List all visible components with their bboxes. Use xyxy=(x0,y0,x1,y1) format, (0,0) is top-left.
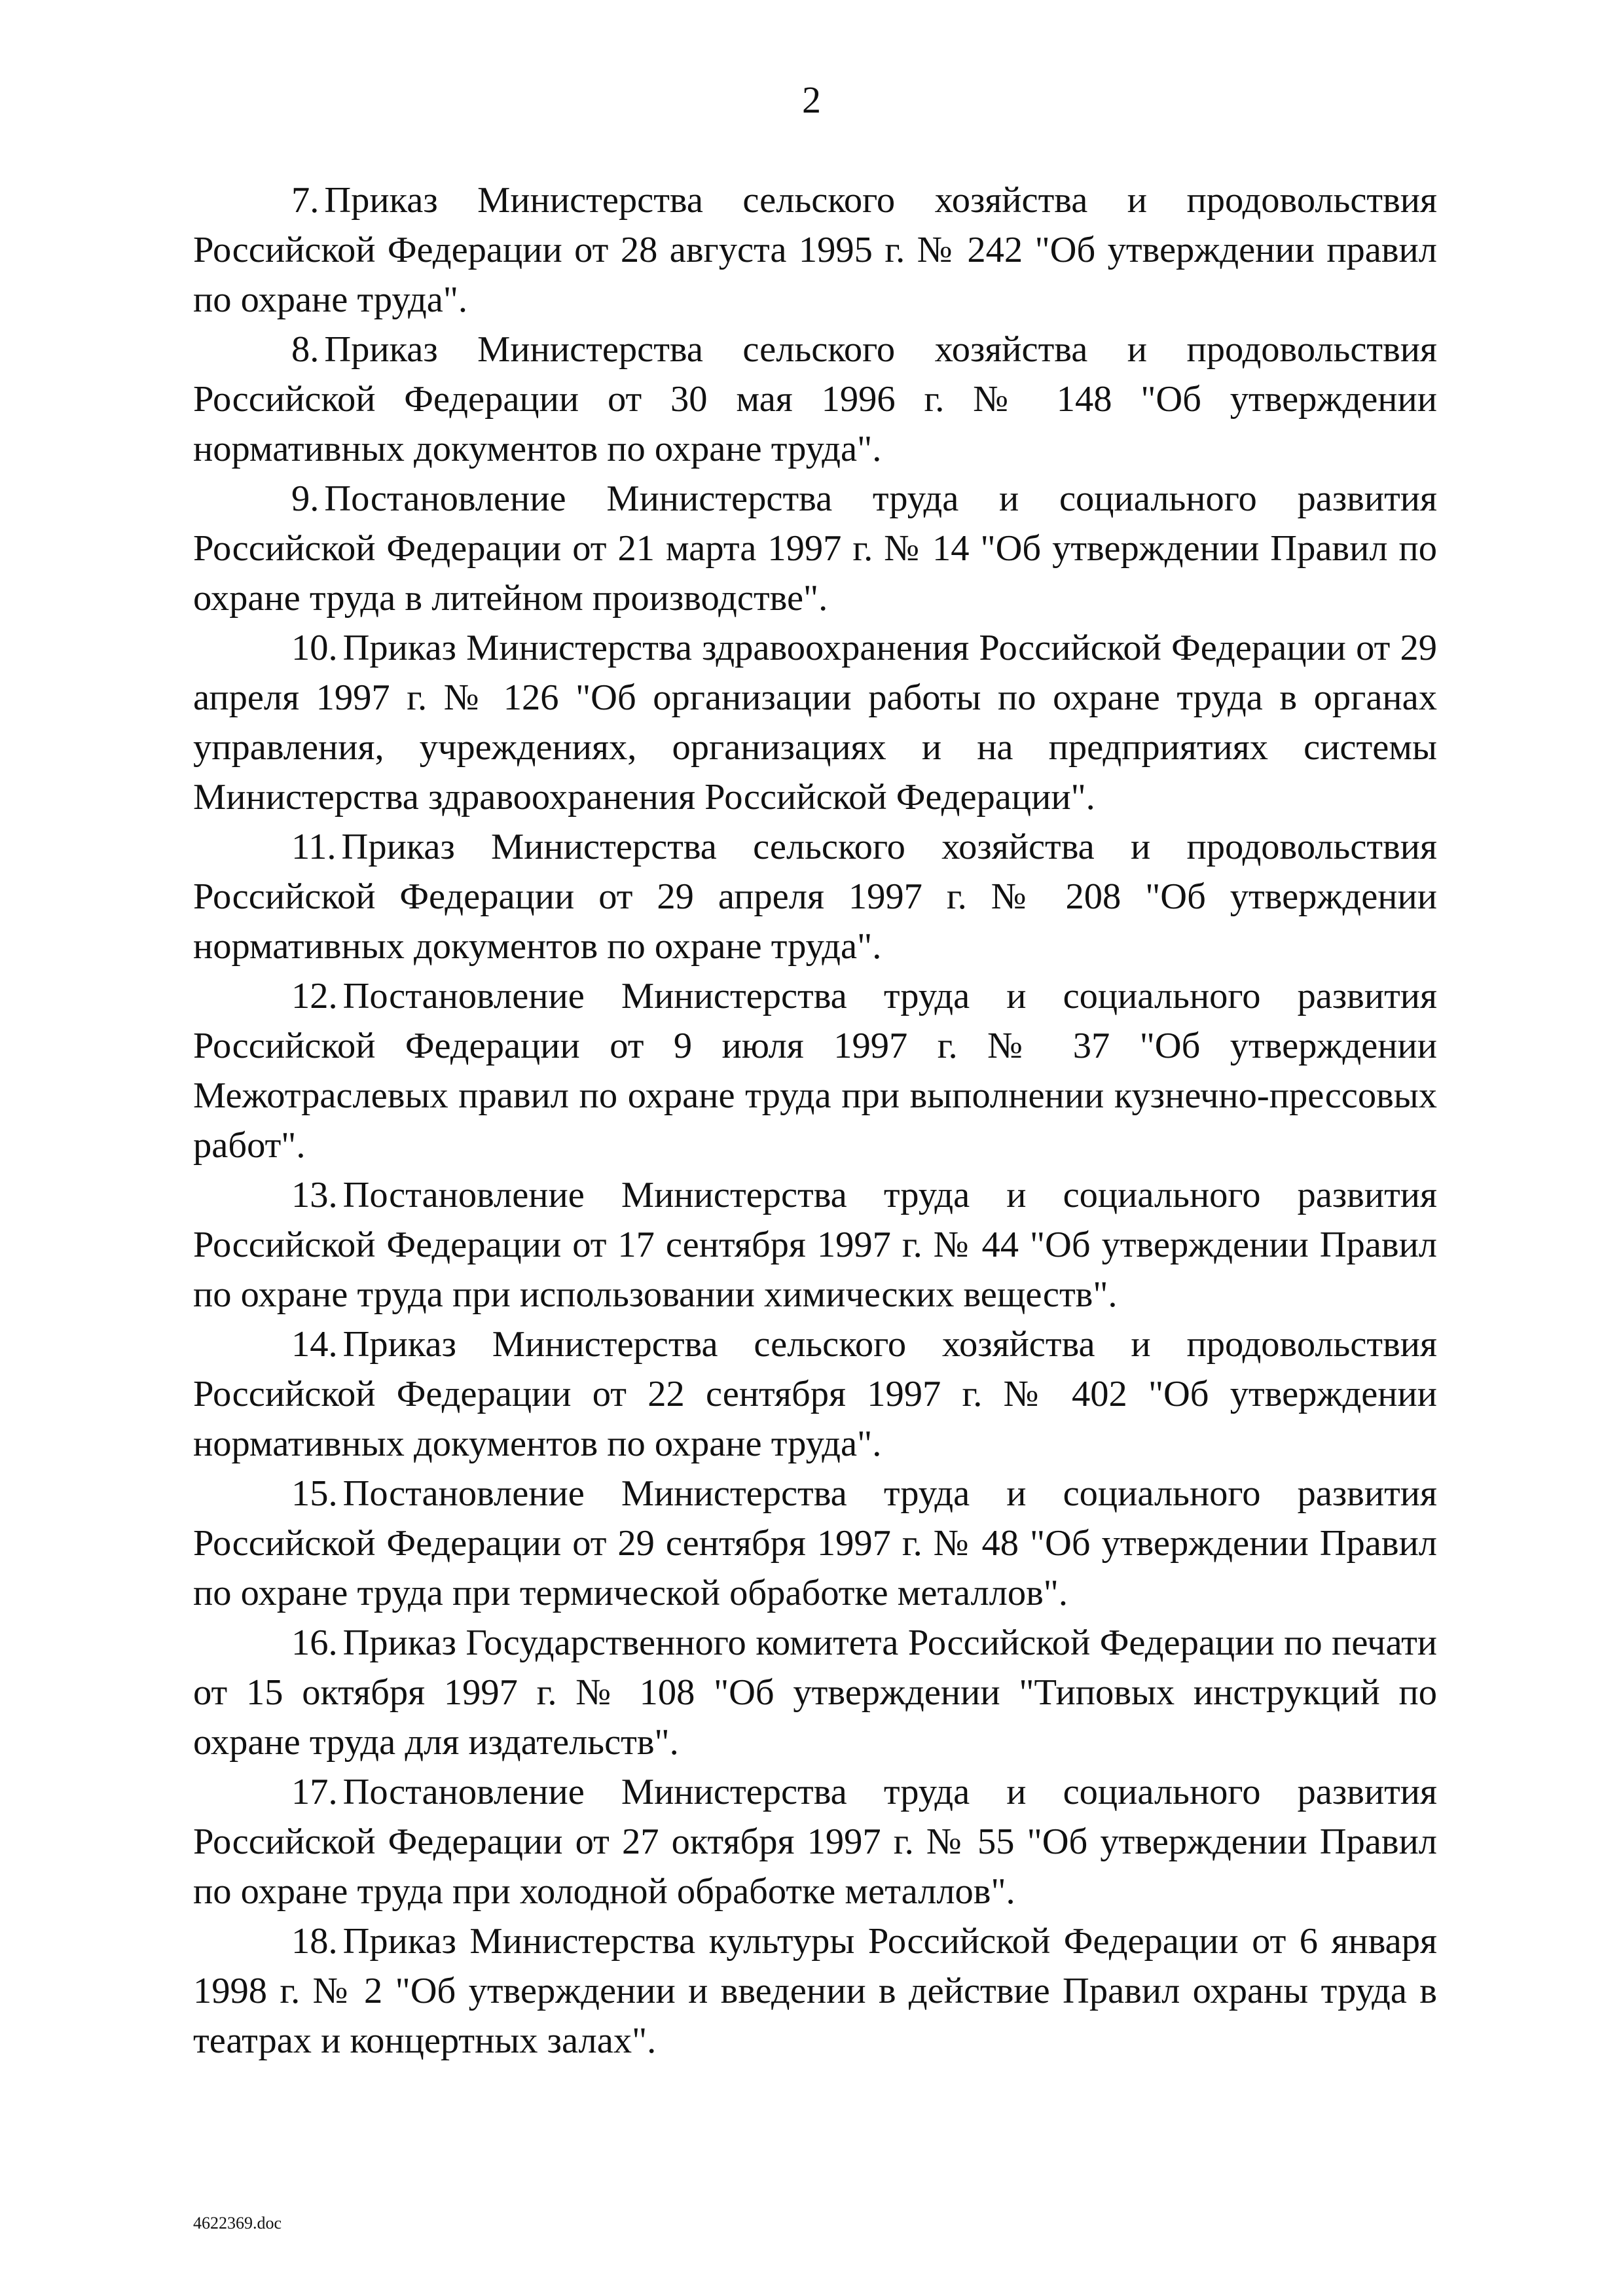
list-item-number: 15. xyxy=(291,1473,338,1514)
footer-filename: 4622369.doc xyxy=(193,2214,282,2233)
list-item xyxy=(193,325,1437,474)
list-item-text: Приказ Министерства сельского хозяйства и продовольствия Российской Федерации от 29 апреля 1997 г. № 208 "Об утверждении нормативных документов по охране труда". xyxy=(193,827,1437,967)
list-item-number: 17. xyxy=(291,1772,338,1812)
list-item xyxy=(193,623,1437,822)
list-item-text: Постановление Министерства труда и социального развития Российской Федерации от 29 сентября 1997 г. № 48 "Об утверждении Правил по охране труда при термической обработке металлов". xyxy=(193,1473,1437,1613)
list-item-number: 9. xyxy=(291,478,319,519)
list-item-number: 7. xyxy=(291,180,319,221)
list-item-text: Приказ Министерства сельского хозяйства и продовольствия Российской Федерации от 28 августа 1995 г. № 242 "Об утверждении правил по охране труда". xyxy=(193,180,1437,320)
list-item xyxy=(193,474,1437,623)
list-item-number: 12. xyxy=(291,976,338,1016)
list-item-number: 18. xyxy=(291,1921,338,1962)
list-item-number: 14. xyxy=(291,1324,338,1365)
list-item-text: Постановление Министерства труда и социального развития Российской Федерации от 9 июля 1997 г. № 37 "Об утверждении Межотраслевых правил по охране труда при выполнении кузнечно-прессовых работ". xyxy=(193,976,1437,1166)
list-item-number: 13. xyxy=(291,1175,338,1215)
list-item-text: Приказ Министерства сельского хозяйства и продовольствия Российской Федерации от 30 мая 1996 г. № 148 "Об утверждении нормативных документов по охране труда". xyxy=(193,329,1437,469)
list-item-text: Приказ Министерства сельского хозяйства и продовольствия Российской Федерации от 22 сентября 1997 г. № 402 "Об утверждении нормативных документов по охране труда". xyxy=(193,1324,1437,1464)
list-item-text: Постановление Министерства труда и социального развития Российской Федерации от 21 марта 1997 г. № 14 "Об утверждении Правил по охране труда в литейном производстве". xyxy=(193,478,1437,619)
list-item-number: 8. xyxy=(291,329,319,370)
list-item-text: Постановление Министерства труда и социального развития Российской Федерации от 27 октября 1997 г. № 55 "Об утверждении Правил по охране труда при холодной обработке металлов". xyxy=(193,1772,1437,1912)
list-item-number: 16. xyxy=(291,1623,338,1663)
list-item-text: Приказ Министерства культуры Российской Федерации от 6 января 1998 г. № 2 "Об утверждении и введении в действие Правил охраны труда в театрах и концертных залах". xyxy=(193,1921,1437,2061)
list-item-number: 10. xyxy=(291,628,338,668)
list-item xyxy=(193,1170,1437,1319)
list-item xyxy=(193,1767,1437,1916)
list-item xyxy=(193,1469,1437,1618)
list-item-number: 11. xyxy=(291,827,337,867)
list-item xyxy=(193,822,1437,971)
list-item xyxy=(193,1319,1437,1469)
list-item-text: Приказ Министерства здравоохранения Российской Федерации от 29 апреля 1997 г. № 126 "Об организации работы по охране труда в органах управления, учреждениях, организациях и на предприятиях системы Министерства здравоохранения Российской Федерации". xyxy=(193,628,1437,817)
list-item xyxy=(193,1916,1437,2066)
list-item-text: Постановление Министерства труда и социального развития Российской Федерации от 17 сентября 1997 г. № 44 "Об утверждении Правил по охране труда при использовании химических веществ". xyxy=(193,1175,1437,1315)
list-item xyxy=(193,1618,1437,1767)
list-item-text: Приказ Государственного комитета Российской Федерации по печати от 15 октября 1997 г. № 108 "Об утверждении "Типовых инструкций по охране труда для издательств". xyxy=(193,1623,1437,1763)
document-body xyxy=(193,175,1437,2066)
list-item xyxy=(193,971,1437,1170)
list-item xyxy=(193,175,1437,325)
page-number: 2 xyxy=(802,79,821,121)
